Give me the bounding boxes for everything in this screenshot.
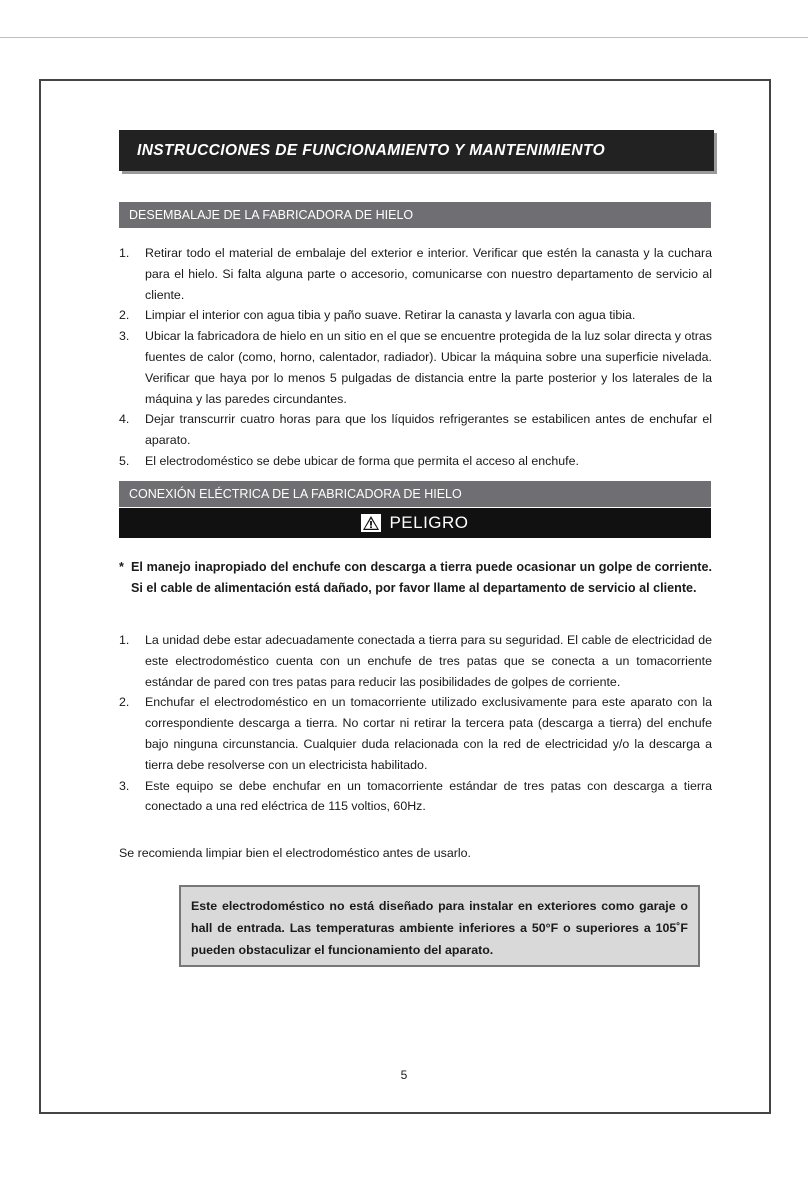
notice-text: Este electrodoméstico no está diseñado para instalar en exteriores como garaje o hall de entrada. Las temperaturas ambiente inferiores a 50°F o superiores a 105˚F pueden obstaculizar el funcionamiento del aparato.	[191, 899, 688, 957]
item-number: 3.	[119, 329, 130, 344]
list-item	[119, 305, 712, 326]
danger-label: PELIGRO	[389, 513, 469, 532]
item-text: La unidad debe estar adecuadamente conectada a tierra para su seguridad. El cable de electricidad de este electrodoméstico cuenta con un enchufe de tres patas que se conecta a un tomacorriente estándar de pared con tres patas para reducir las posibilidades de golpes de corriente.	[145, 633, 712, 689]
warning-text: El manejo inapropiado del enchufe con descarga a tierra puede ocasionar un golpe de corriente. Si el cable de alimentación está dañado, por favor llame al departamento de servicio al cliente.	[131, 560, 712, 595]
section-heading-unpacking: DESEMBALAJE DE LA FABRICADORA DE HIELO	[119, 202, 711, 228]
list-item	[119, 692, 712, 775]
item-number: 2.	[119, 308, 130, 323]
item-number: 1.	[119, 246, 130, 260]
recommendation-text: Se recomienda limpiar bien el electrodoméstico antes de usarlo.	[119, 846, 471, 860]
item-text: Dejar transcurrir cuatro horas para que los líquidos refrigerantes se estabilicen antes de enchufar el aparato.	[145, 412, 712, 448]
unpacking-list	[119, 243, 712, 472]
page-number: 5	[400, 1068, 408, 1082]
danger-banner	[119, 508, 711, 538]
item-text: Limpiar el interior con agua tibia y paño suave. Retirar la canasta y lavarla con agua tibia.	[145, 308, 636, 323]
outdoor-notice-box	[179, 885, 700, 967]
list-item	[119, 243, 712, 305]
section-heading-electrical: CONEXIÓN ELÉCTRICA DE LA FABRICADORA DE HIELO	[119, 481, 711, 507]
warning-triangle-icon	[361, 514, 381, 532]
list-item	[119, 451, 712, 472]
item-number: 3.	[119, 778, 130, 793]
item-text: Enchufar el electrodoméstico en un tomacorriente utilizado exclusivamente para este aparato con la correspondiente descarga a tierra. No cortar ni retirar la tercera pata (descarga a tierra) del enchufe bajo ninguna circunstancia. Cualquier duda relacionada con la red de electricidad y/o la descarga a tierra debe resolverse con un electricista habilitado.	[145, 695, 712, 772]
page-title: INSTRUCCIONES DE FUNCIONAMIENTO Y MANTENIMIENTO	[119, 130, 714, 171]
item-number: 5.	[119, 453, 130, 468]
item-text: Ubicar la fabricadora de hielo en un sitio en el que se encuentre protegida de la luz solar directa y otras fuentes de calor (como, horno, calentador, radiador). Ubicar la máquina sobre una superficie nivelada. Verificar que haya por lo menos 5 pulgadas de distancia entre la parte posterior y los laterales de la máquina y las paredes circundantes.	[145, 329, 712, 406]
list-item	[119, 409, 712, 451]
list-item	[119, 630, 712, 692]
item-number: 2.	[119, 695, 130, 710]
item-text: El electrodoméstico se debe ubicar de forma que permita el acceso al enchufe.	[145, 453, 579, 468]
item-number: 4.	[119, 412, 130, 427]
item-text: Este equipo se debe enchufar en un tomacorriente estándar de tres patas con descarga a tierra conectado a una red eléctrica de 115 voltios, 60Hz.	[145, 778, 712, 814]
item-number: 1.	[119, 633, 130, 647]
asterisk: *	[119, 560, 124, 574]
grounding-warning	[119, 557, 712, 598]
list-item	[119, 326, 712, 409]
electrical-list	[119, 630, 712, 817]
item-text: Retirar todo el material de embalaje del exterior e interior. Verificar que estén la canasta y la cuchara para el hielo. Si falta alguna parte o accesorio, comunicarse con nuestro departamento de servicio al cliente.	[145, 246, 712, 302]
list-item	[119, 776, 712, 818]
top-divider	[0, 37, 808, 38]
